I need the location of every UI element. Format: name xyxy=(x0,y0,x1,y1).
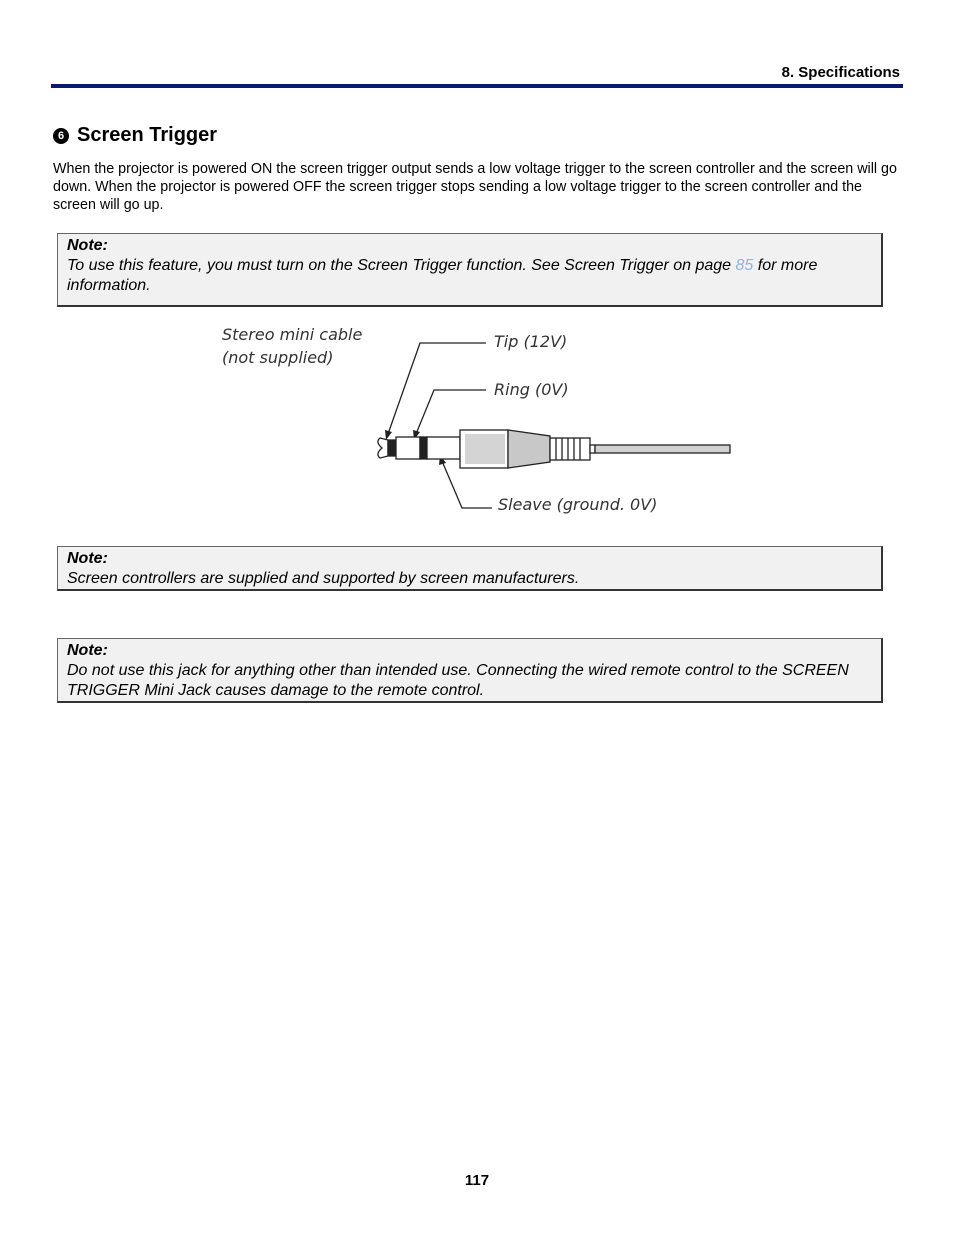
sleeve-label: Sleave (ground. 0V) xyxy=(498,495,658,514)
section-title xyxy=(53,124,217,147)
note-text: To use this feature, you must turn on the Screen Trigger function. See Screen Trigger on page xyxy=(67,257,736,274)
note-box-screen-controllers xyxy=(57,546,883,591)
header-rule xyxy=(51,84,903,88)
note-title: Note: xyxy=(67,642,108,659)
section-number-badge: 6 xyxy=(53,128,69,144)
page-link[interactable]: 85 xyxy=(735,257,754,274)
note-text: Do not use this jack for anything other than intended use. Connecting the wired remote control to the SCREEN TRIGGER Mini Jack causes damage to the remote control. xyxy=(67,662,849,699)
cable-label-line1: Stereo mini cable xyxy=(222,325,363,344)
note-text-continued: for more information. xyxy=(67,257,818,294)
note-box-screen-trigger-function xyxy=(57,233,883,307)
cable-label-line2: (not supplied) xyxy=(222,348,334,367)
running-header: 8. Specifications xyxy=(781,64,900,81)
leader-lines xyxy=(388,343,492,508)
ring-label: Ring (0V) xyxy=(494,380,569,399)
stereo-mini-plug-diagram xyxy=(210,318,740,523)
note-title: Note: xyxy=(67,550,108,567)
intro-paragraph: When the projector is powered ON the screen trigger output sends a low voltage trigger to the screen controller and the screen will go down. When the projector is powered OFF the screen trigger stops sending a low voltage trigger to the screen controller and the screen will go up. xyxy=(53,161,897,213)
plug-drawing xyxy=(378,430,730,468)
tip-label: Tip (12V) xyxy=(494,332,568,351)
note-title: Note: xyxy=(67,237,108,254)
note-text: Screen controllers are supplied and supported by screen manufacturers. xyxy=(67,570,580,587)
section-title-text: Screen Trigger xyxy=(77,124,218,146)
page-number: 117 xyxy=(464,1172,490,1189)
note-box-jack-warning xyxy=(57,638,883,703)
